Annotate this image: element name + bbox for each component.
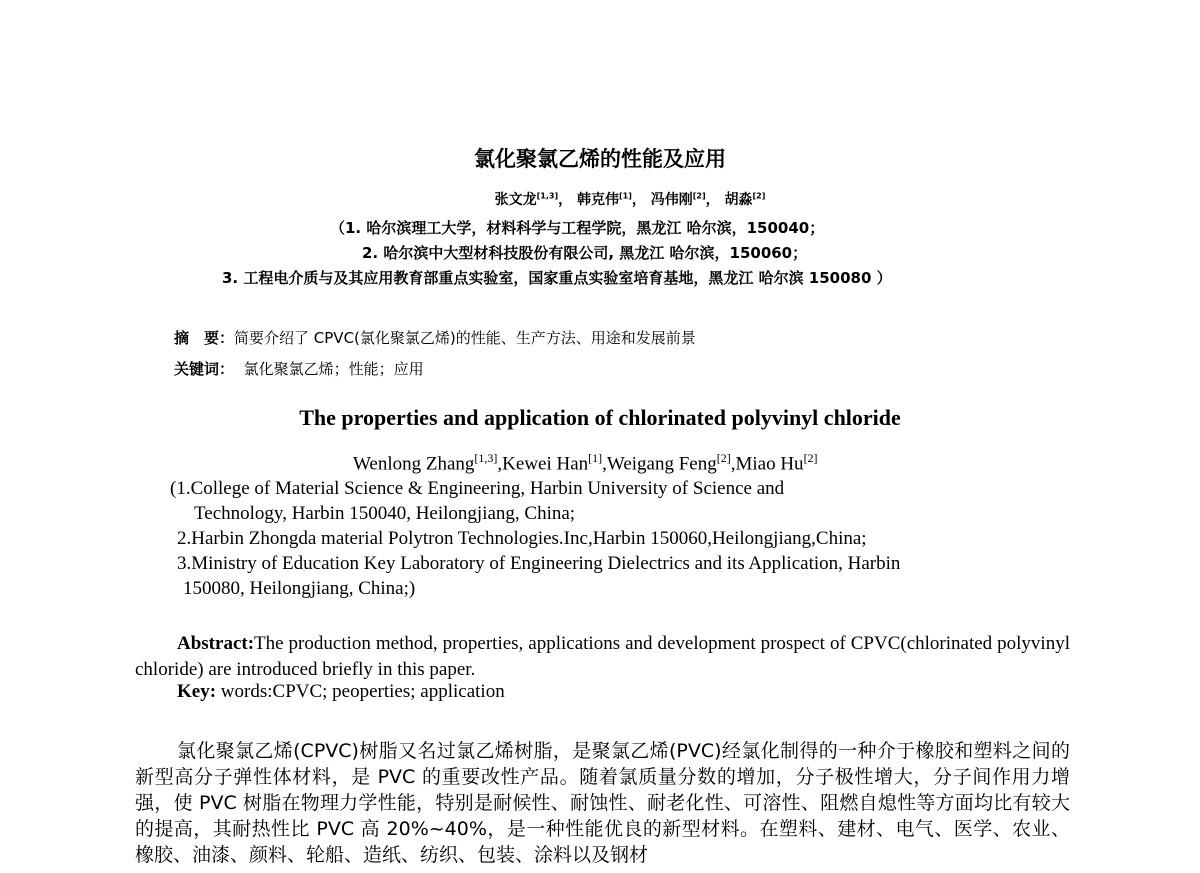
author-affiliation-mark: [2] [803,451,818,465]
chinese-keywords [174,358,424,379]
english-authors [353,451,818,475]
author-name: 冯伟刚 [650,192,693,208]
english-affiliation-line: Technology, Harbin 150040, Heilongjiang, China; [194,503,576,524]
author-affiliation-mark: [1,3] [536,191,559,201]
author-name: Weigang Feng [606,453,717,475]
chinese-abstract-label: 摘 要： [174,329,235,347]
author-affiliation-mark: [1] [618,191,632,201]
english-affiliation-line: 3.Ministry of Education Key Laboratory of Engineering Dielectrics and its Application, Harbin [177,553,901,574]
body-paragraph: 氯化聚氯乙烯(CPVC)树脂又名过氯乙烯树脂，是聚氯乙烯(PVC)经氯化制得的一种介于橡胶和塑料之间的新型高分子弹性体材料，是 PVC 的重要改性产品。随着氯质量分数的增加，分子极性增大，分子间作用力增强，使 PVC 树脂在物理力学性能，特别是耐候性、耐蚀性、耐老化性、可溶性、阻燃自熄性等方面均比有较大的提高，其耐热性比 PVC 高 20%~40%，是一种性能优良的新型材料。在塑料、建材、电气、医学、农业、橡胶、油漆、颜料、轮船、造纸、纺织、包装、涂料以及钢材 [135,740,1070,866]
author-separator: ， [558,192,573,208]
chinese-affiliation-1: （1. 哈尔滨理工大学，材料科学与工程学院，黑龙江 哈尔滨，150040； [330,219,825,237]
chinese-keywords-text: 氯化聚氯乙烯；性能；应用 [243,360,424,378]
author-affiliation-mark: [1] [588,451,603,465]
author-separator: ， [705,192,720,208]
author-separator: , [602,453,607,475]
chinese-authors [0,189,1200,209]
chinese-abstract [174,327,696,348]
author-affiliation-mark: [2] [752,191,766,201]
english-abstract-label: Abstract: [177,633,255,654]
chinese-title: 氯化聚氯乙烯的性能及应用 [474,147,726,171]
english-keywords-text: words:CPVC; peoperties; application [216,681,505,702]
english-keywords [177,681,505,703]
english-abstract [135,631,1070,683]
author-name: 胡淼 [724,192,753,208]
author-name: Wenlong Zhang [353,453,475,475]
english-affiliation-line: 150080, Heilongjiang, China;) [183,578,416,599]
english-affiliation-line: (1.College of Material Science & Engineering, Harbin University of Science and [170,478,785,499]
english-title: The properties and application of chlorinated polyvinyl chloride [299,405,901,430]
author-affiliation-mark: [2] [692,191,706,201]
author-separator: , [497,453,503,475]
english-abstract-text: The production method, properties, applications and development prospect of CPVC(chlorinated polyvinyl chloride) are introduced briefly in this paper. [135,633,1070,680]
author-name: Kewei Han [502,453,589,475]
chinese-affiliation-2: 2. 哈尔滨中大型材科技股份有限公司, 黑龙江 哈尔滨，150060； [362,244,808,262]
chinese-keywords-label: 关键词： [174,360,235,378]
author-separator: ， [631,192,646,208]
author-affiliation-mark: [1,3] [474,451,498,465]
english-affiliation-line: 2.Harbin Zhongda material Polytron Technologies.Inc,Harbin 150060,Heilongjiang,China; [177,528,867,549]
author-separator: , [730,453,736,475]
chinese-abstract-text: 简要介绍了 CPVC(氯化聚氯乙烯)的性能、生产方法、用途和发展前景 [234,329,696,347]
author-name: 张文龙 [494,192,537,208]
author-name: 韩克伟 [576,192,619,208]
author-name: Miao Hu [735,453,804,475]
author-affiliation-mark: [2] [716,451,731,465]
english-keywords-label: Key: [177,681,217,702]
chinese-affiliation-3: 3. 工程电介质与及其应用教育部重点实验室，国家重点实验室培育基地，黑龙江 哈尔滨 150080 ） [222,269,892,287]
